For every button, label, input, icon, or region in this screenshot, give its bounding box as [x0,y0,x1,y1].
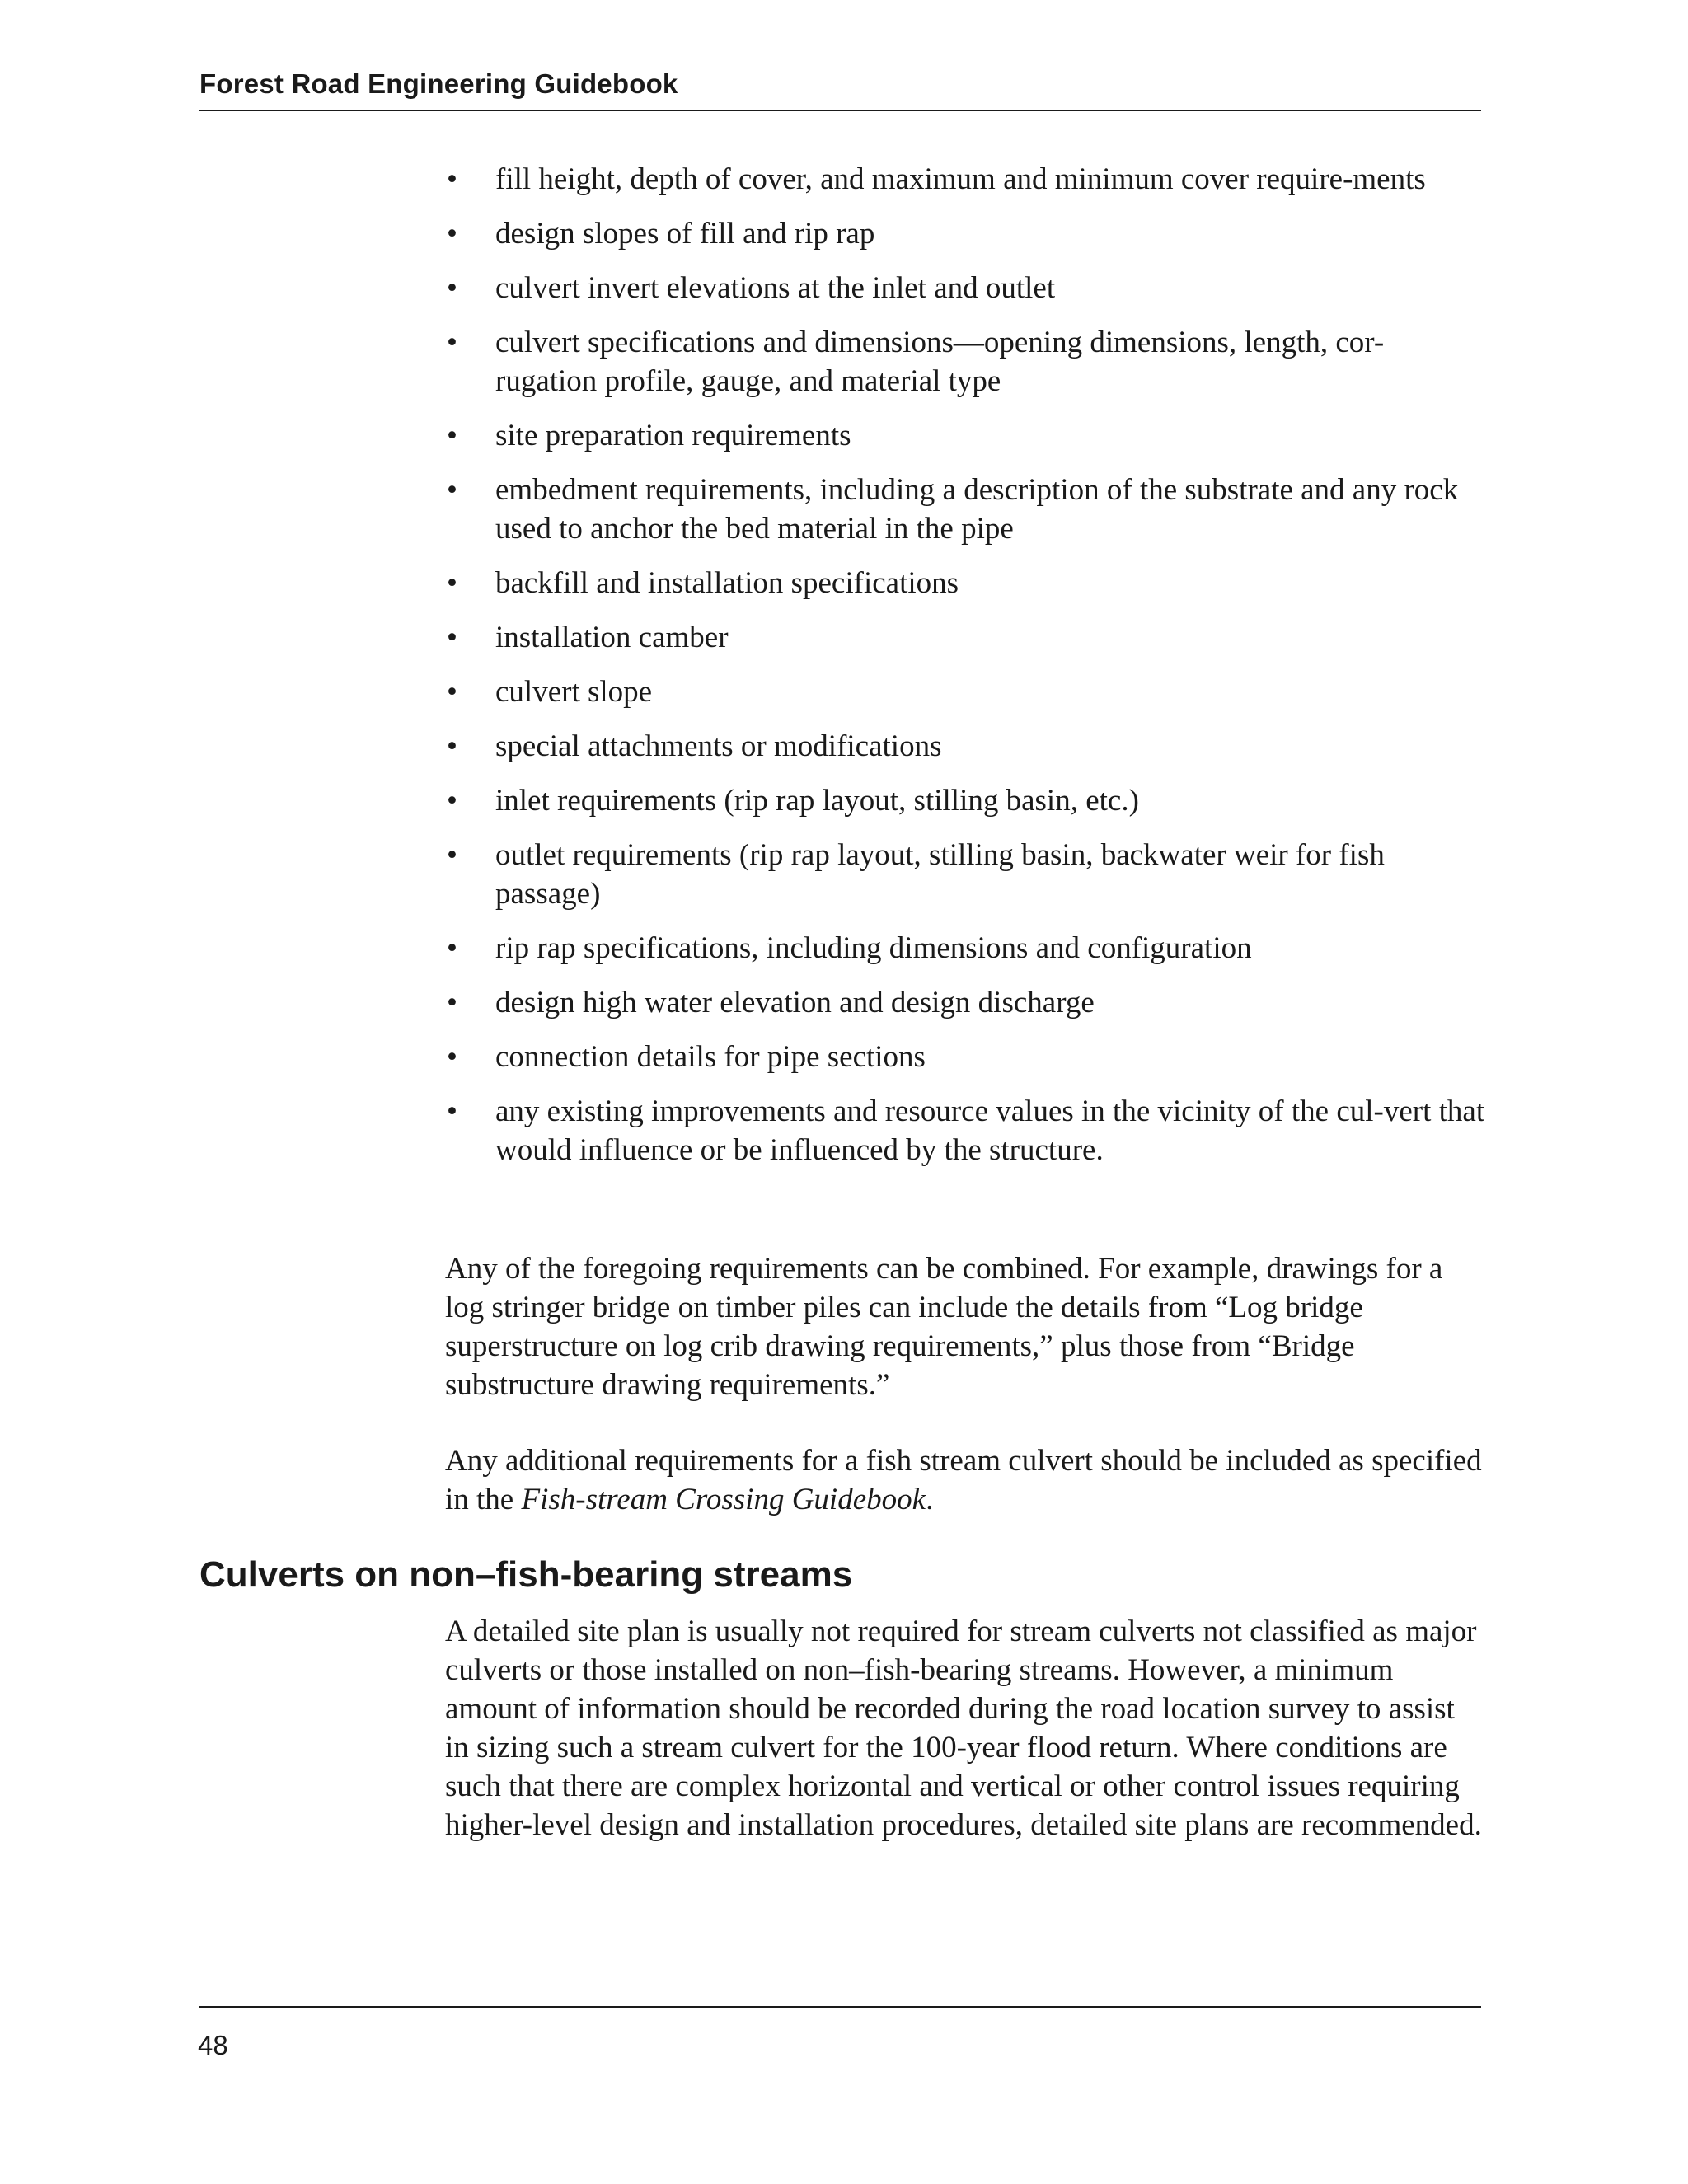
list-item [445,983,1485,1022]
list-item-text: any existing improvements and resource values in the vicinity of the cul-vert that would influence or be influenced by the structure. [495,1094,1485,1167]
guidebook-title: Fish-stream Crossing Guidebook [521,1483,926,1516]
list-item [445,1092,1485,1169]
section-heading: Culverts on non–fish-bearing streams [199,1554,853,1595]
bullet-icon: • [447,784,457,818]
list-item-text: culvert invert elevations at the inlet and outlet [495,271,1056,305]
requirements-list [445,160,1485,1185]
list-item-text: installation camber [495,621,729,654]
bullet-icon: • [447,566,457,600]
list-item-text: design high water elevation and design discharge [495,986,1095,1019]
bullet-icon: • [447,162,457,196]
section-body-paragraph: A detailed site plan is usually not required for stream culverts not classified as major culverts or those installed on non–fish-bearing streams. However, a minimum amount of information should be recorded during the road location survey to assist in sizing such a stream culvert for the 100-year flood return. Where conditions are such that there are complex horizontal and vertical or other control issues requiring higher-level design and installation procedures, detailed site plans are recommended. [445,1615,1482,1842]
fish-stream-paragraph [445,1441,1485,1519]
fish-stream-end: . [926,1483,934,1516]
list-item [445,727,1485,766]
list-item [445,416,1485,455]
list-item [445,269,1485,307]
running-header: Forest Road Engineering Guidebook [199,68,678,99]
list-item [445,214,1485,253]
list-item-text: backfill and installation specifications [495,566,959,600]
bullet-icon: • [447,473,457,507]
list-item-text: embedment requirements, including a description of the substrate and any rock used to anchor the bed material in the pipe [495,473,1459,546]
bullet-icon: • [447,729,457,763]
bullet-icon: • [447,838,457,872]
list-item [445,564,1485,602]
bullet-icon: • [447,271,457,305]
list-item [445,673,1485,711]
list-item-text: outlet requirements (rip rap layout, stilling basin, backwater weir for fish passage) [495,838,1385,911]
combined-requirements-paragraph: Any of the foregoing requirements can be combined. For example, drawings for a log stringer bridge on timber piles can include the details from “Log bridge superstructure on log crib drawing requirements,” plus those from “Bridge substructure drawing requirements.” [445,1252,1443,1402]
list-item-text: fill height, depth of cover, and maximum and minimum cover require-ments [495,162,1426,196]
list-item-text: inlet requirements (rip rap layout, stilling basin, etc.) [495,784,1139,818]
list-item-text: rip rap specifications, including dimensions and configuration [495,931,1252,965]
list-item [445,1038,1485,1076]
list-item [445,929,1485,968]
list-item-text: culvert specifications and dimensions—opening dimensions, length, cor-rugation profile, gauge, and material type [495,326,1385,398]
footer-rule [199,2006,1481,2008]
bullet-icon: • [447,419,457,452]
page-number: 48 [198,2030,228,2060]
bullet-icon: • [447,675,457,709]
list-item-text: connection details for pipe sections [495,1040,926,1074]
list-item [445,471,1485,548]
list-item-text: design slopes of fill and rip rap [495,217,875,251]
bullet-icon: • [447,1094,457,1128]
list-item [445,323,1485,401]
list-item [445,781,1485,820]
list-item-text: culvert slope [495,675,653,709]
bullet-icon: • [447,621,457,654]
list-item [445,836,1485,913]
fish-stream-text: Any additional requirements for a fish stream culvert should be included as specified in the [445,1444,1482,1516]
bullet-icon: • [447,1040,457,1074]
bullet-icon: • [447,986,457,1019]
header-rule [199,110,1481,111]
bullet-icon: • [447,217,457,251]
list-item-text: special attachments or modifications [495,729,942,763]
list-item [445,160,1485,199]
bullet-icon: • [447,931,457,965]
list-item [445,618,1485,657]
list-item-text: site preparation requirements [495,419,851,452]
bullet-icon: • [447,326,457,359]
